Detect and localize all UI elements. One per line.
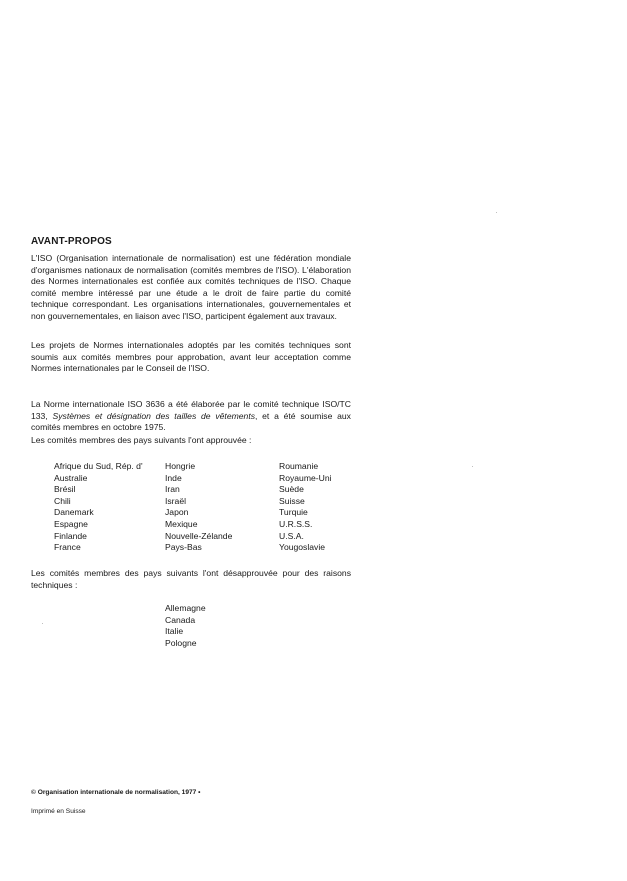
committee-title: Systèmes et désignation des tailles de vêtements (52, 410, 255, 421)
country-item: Roumanie (279, 461, 319, 471)
country-item: Hongrie (165, 461, 196, 471)
printed-in-line: Imprimé en Suisse (31, 808, 86, 815)
approved-column-3 (279, 461, 332, 554)
copyright-line: © Organisation internationale de normalisation, 1977 • (31, 789, 201, 796)
paragraph-draft-process: Les projets de Normes internationales adoptés par les comités techniques sont soumis aux comités membres pour approbation, avant leur acceptation comme Normes internationales par le Conseil de l'ISO. (31, 340, 351, 374)
country-item: Japon (165, 507, 189, 518)
country-item: Brésil (54, 484, 76, 495)
country-item: Pologne (165, 637, 197, 648)
country-item: Finlande (54, 530, 87, 541)
country-item: Suisse (279, 495, 305, 506)
country-item: Chili (54, 495, 71, 506)
country-item: U.R.S.S. (279, 518, 313, 529)
approved-column-2 (165, 461, 232, 554)
country-item: U.S.A. (279, 530, 304, 541)
country-item: Iran (165, 484, 180, 495)
country-item: Afrique du Sud, Rép. d' (54, 461, 143, 471)
country-item: Yougoslavie (279, 542, 326, 553)
scan-speck (42, 623, 43, 624)
paragraph-disapproved-intro: Les comités membres des pays suivants l'ont désapprouvée pour des raisons techniques : (31, 568, 351, 590)
country-item: Suède (279, 484, 304, 495)
paragraph-standard-origin (31, 399, 351, 434)
country-item: Espagne (54, 518, 88, 529)
country-item: Mexique (165, 518, 198, 529)
origin-text-start: La Norme internationale ISO 3636 a été élaborée par le comité technique ISO/TC 133, (31, 399, 351, 421)
country-item: Royaume-Uni (279, 472, 332, 483)
country-item: Canada (165, 614, 196, 625)
country-item: Nouvelle-Zélande (165, 530, 233, 541)
approved-column-1 (54, 461, 143, 554)
country-item: Italie (165, 626, 184, 637)
country-item: Pays-Bas (165, 542, 202, 553)
country-item: Danemark (54, 507, 94, 518)
country-item: Inde (165, 472, 182, 483)
scan-speck (496, 212, 497, 213)
country-item: France (54, 542, 81, 553)
paragraph-approved-intro: Les comités membres des pays suivants l'ont approuvée : (31, 435, 252, 445)
country-item: Turquie (279, 507, 308, 518)
country-item: Israël (165, 495, 187, 506)
scan-speck (472, 466, 473, 467)
paragraph-iso-intro: L'ISO (Organisation internationale de normalisation) est une fédération mondiale d'organismes nationaux de normalisation (comités membres de l'ISO). L'élaboration des Normes internationales est confiée aux comités techniques de l'ISO. Chaque comité membre intéressé par une étude a le droit de faire partie du comité technique correspondant. Les organisations internationales, gouvernementales et non gouvernementales, en liaison avec l'ISO, participent également aux travaux. (31, 253, 351, 321)
section-heading: AVANT-PROPOS (31, 236, 112, 247)
country-item: Australie (54, 472, 88, 483)
disapproved-list (165, 603, 206, 649)
origin-text-end: , et a été soumise aux comités membres en octobre 1975. (31, 410, 351, 433)
country-item: Allemagne (165, 603, 206, 613)
